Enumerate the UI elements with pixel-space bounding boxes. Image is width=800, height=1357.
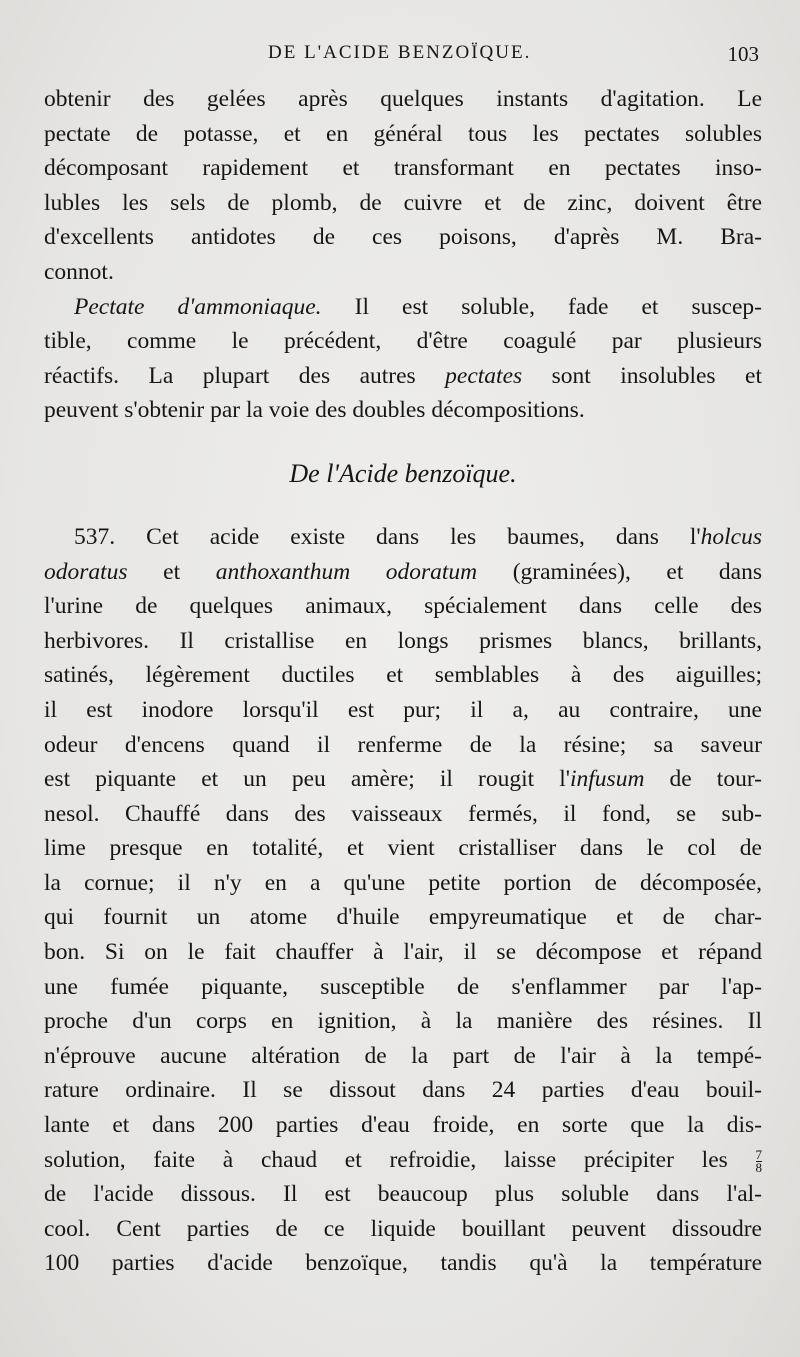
text-line: qui fournit un atome d'huile empyreumatique et de char- [44,904,762,931]
text-line: est piquante et un peu amère; il rougit l'infusum de tour- [44,766,763,793]
text-line: n'éprouve aucune altération de la part de l'air à la tempé- [44,1042,762,1069]
text-line: réactifs. La plupart des autres pectates sont insolubles et [44,362,762,389]
section-title: De l'Acide benzoïque. [289,458,517,488]
italic-term: holcus [700,523,762,550]
text-line: lante et dans 200 parties d'eau froide, en sorte que la dis- [44,1112,762,1139]
paragraph-pectate-ammoniaque [44,290,762,428]
text-line: Pectate d'ammoniaque. Il est soluble, fade et suscep- [74,293,762,320]
text-line: peuvent s'obtenir par la voie des doubles décompositions. [44,397,585,424]
text-line: obtenir des gelées après quelques instants d'agitation. Le [44,86,762,112]
text-line: nesol. Chauffé dans des vaisseaux fermés, il fond, se sub- [44,800,762,827]
text-line: tible, comme le précédent, d'être coagulé par plusieurs [44,328,762,355]
text-line: cool. Cent parties de ce liquide bouillant peuvent dissoudre [44,1215,762,1242]
text-line: pectate de potasse, et en général tous les pectates solubles [44,120,762,147]
text-line: l'urine de quelques animaux, spécialement dans celle des [44,593,762,620]
fraction: $\frac{7}{8}$ [755,1146,762,1175]
text-line: herbivores. Il cristallise en longs prismes blancs, brillants, [44,627,762,654]
body-text [44,82,762,1281]
paragraph-acide-benzoique [44,520,762,1281]
italic-term: pectates [445,362,523,389]
text-line: la cornue; il n'y en a qu'une petite portion de décomposée, [44,869,762,896]
text-line: d'excellents antidotes de ces poisons, d'après M. Bra- [44,224,762,251]
paragraph-pectates-solubles [44,82,762,290]
text-line: décomposant rapidement et transformant en pectates inso- [44,155,762,182]
text-line: de l'acide dissous. Il est beaucoup plus soluble dans l'al- [44,1181,762,1208]
text-line: rature ordinaire. Il se dissout dans 24 parties d'eau bouil- [44,1077,762,1104]
text-line: 100 parties d'acide benzoïque, tandis qu'à la température [44,1250,762,1277]
text-line: satinés, légèrement ductiles et semblables à des aiguilles; [44,662,762,689]
italic-term: Pectate d'ammoniaque. [74,293,322,320]
text-line: odeur d'encens quand il renferme de la résine; sa saveur [44,731,762,758]
text-line: il est inodore lorsqu'il est pur; il a, au contraire, une [44,696,762,723]
italic-term: infusum [570,766,645,793]
text-line: solution, faite à chaud et refroidie, laisse précipiter les $\frac{7}{8}$ [44,1146,762,1175]
text-line: connot. [44,258,114,285]
text-line: odoratus et anthoxanthum odoratum (graminées), et dans [44,558,762,585]
page-number: 103 [727,42,759,66]
text-line: une fumée piquante, susceptible de s'enflammer par l'ap- [44,973,762,1000]
page-header [48,42,763,72]
text-line: bon. Si on le fait chauffer à l'air, il se décompose et répand [44,939,762,966]
text-line: lime presque en totalité, et vient cristalliser dans le col de [44,835,762,862]
italic-term: anthoxanthum odoratum [215,558,478,585]
text-line: proche d'un corps en ignition, à la manière des résines. Il [44,1008,762,1035]
running-head: DE L'ACIDE BENZOÏQUE. [268,42,532,63]
text-line: 537. Cet acide existe dans les baumes, dans l'holcus [74,523,762,550]
text-line: lubles les sels de plomb, de cuivre et de zinc, doivent être [44,189,762,216]
italic-term: odoratus [44,558,128,585]
